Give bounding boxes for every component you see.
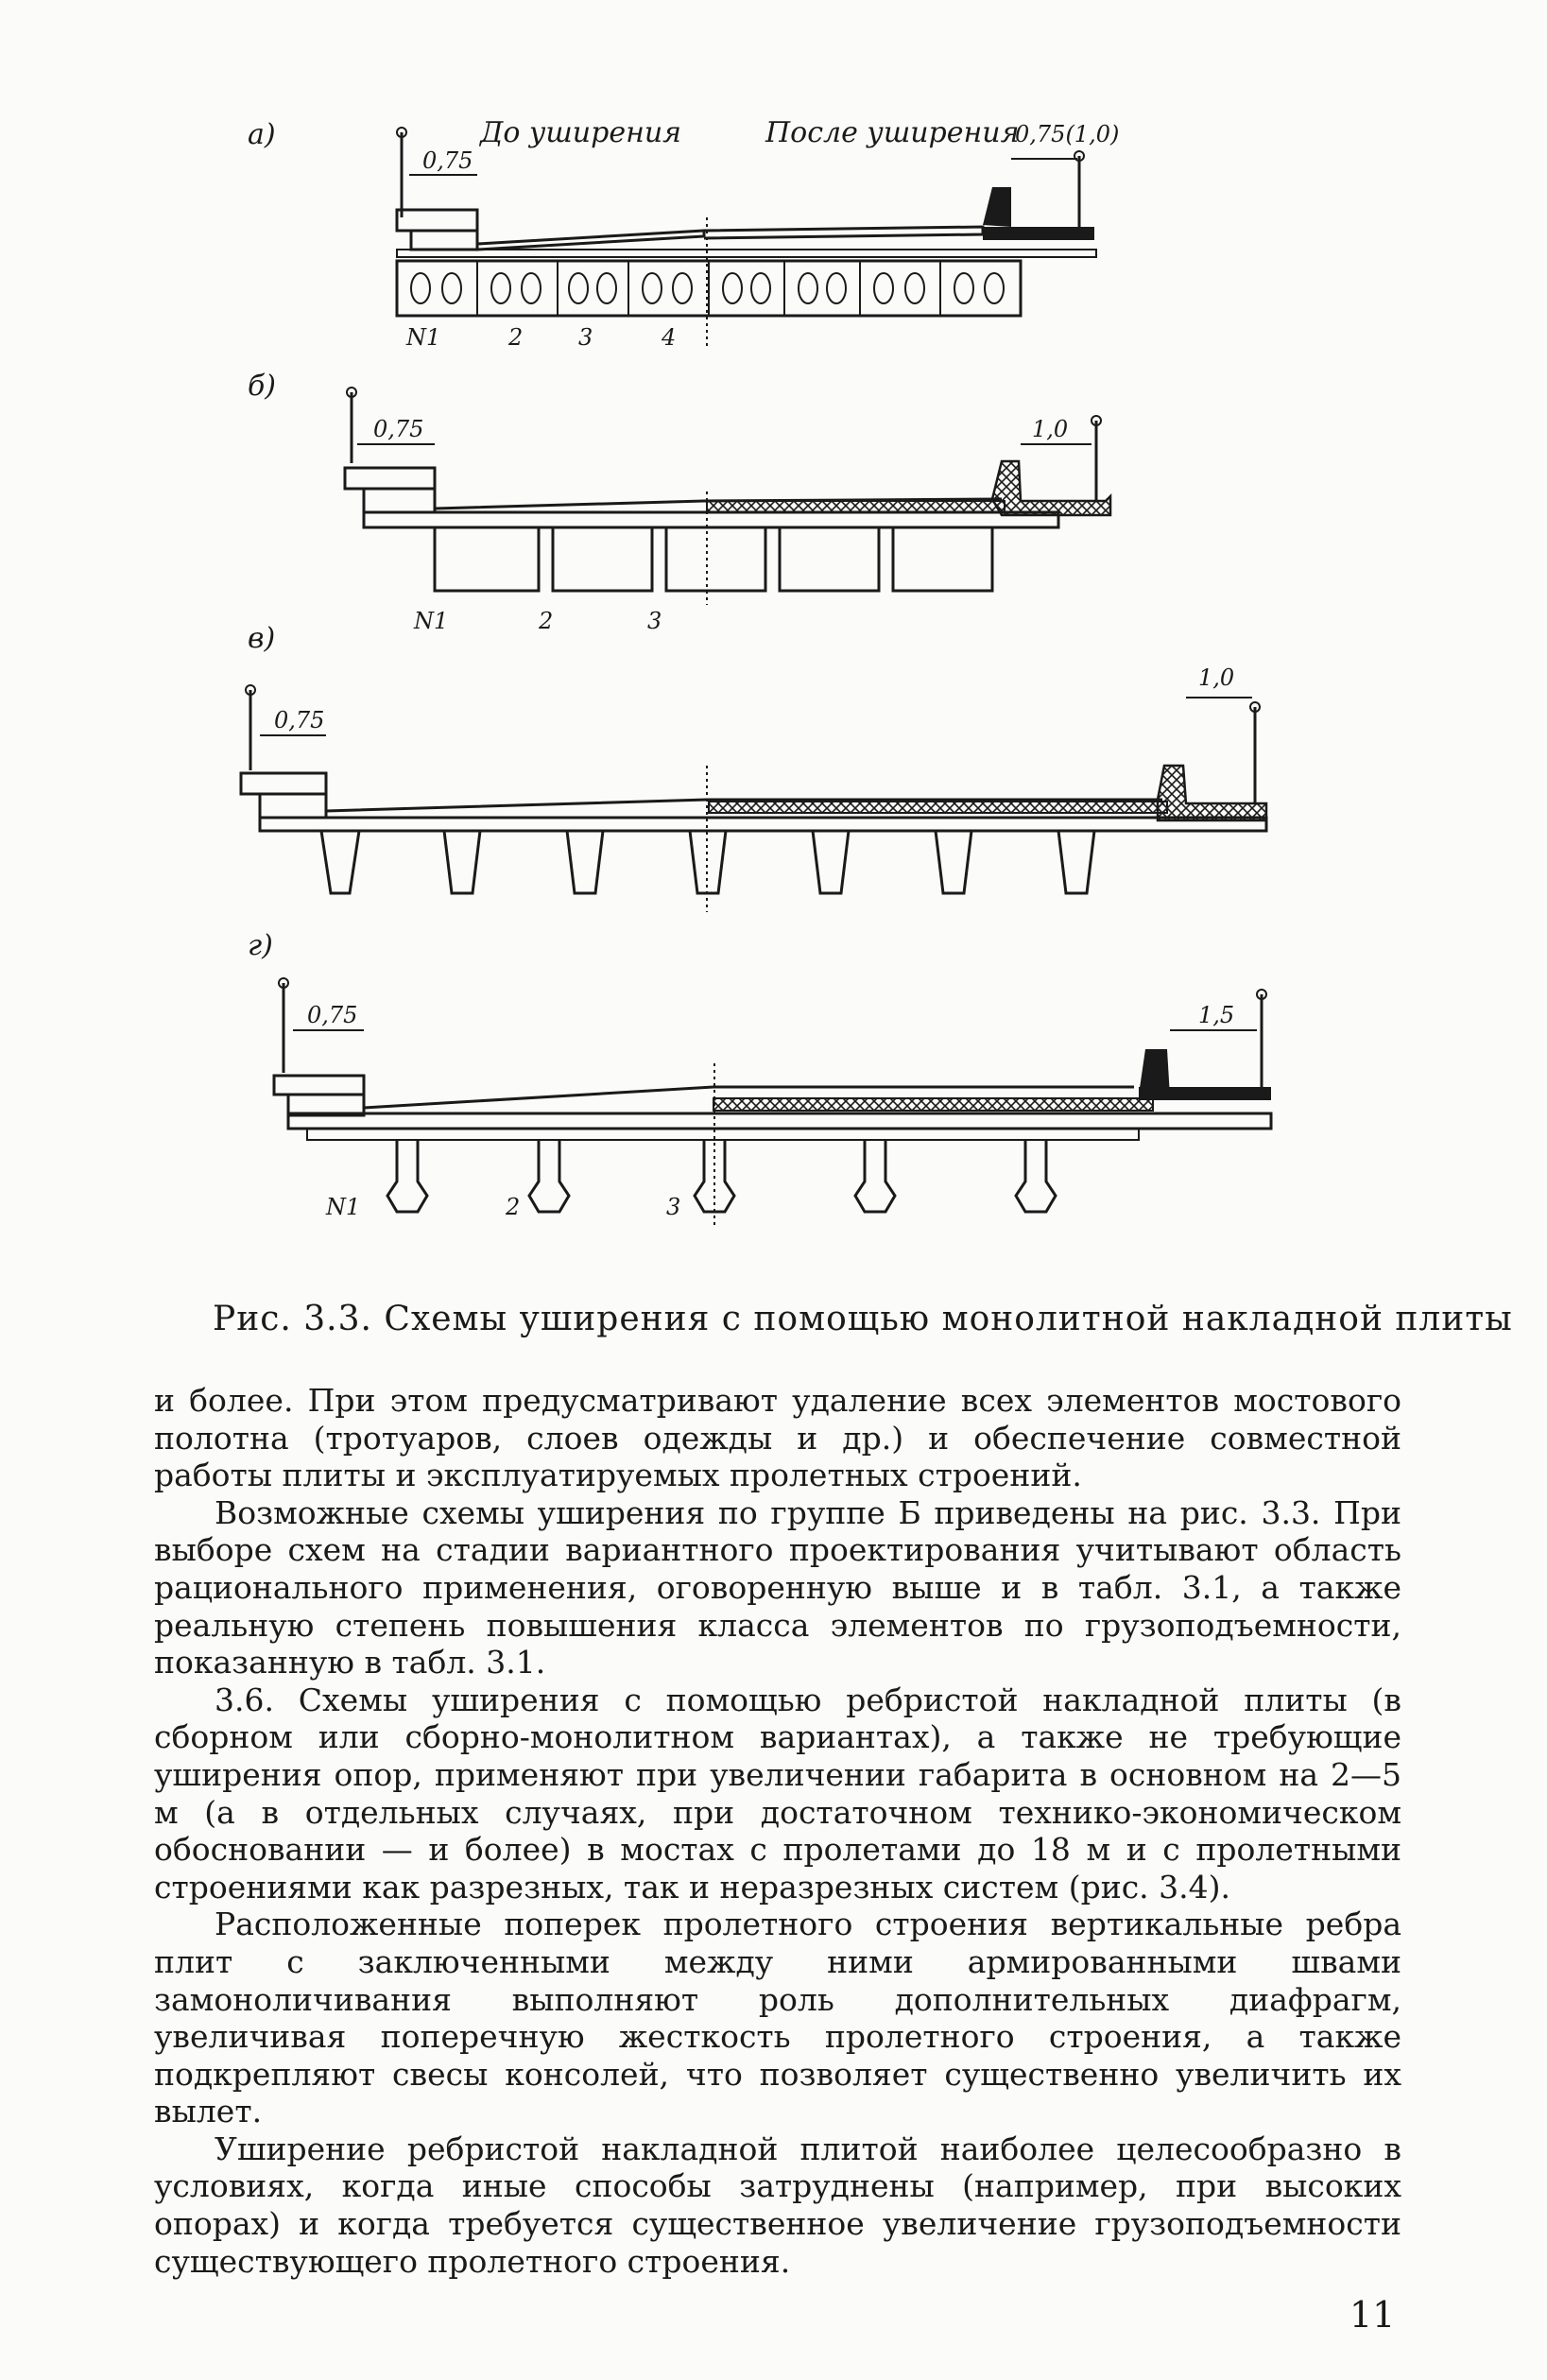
girder-number-1: N1 xyxy=(414,608,449,634)
beam-number-3: 3 xyxy=(666,1194,681,1220)
slab-number-3: 3 xyxy=(578,324,593,351)
dim-right-b: 1,0 xyxy=(1032,416,1069,442)
paragraph-5: Уширение ребристой накладной плитой наиболее целесообразно в условиях, когда иные способы затруднены (например, при высоких опорах) и когда требуется существенное увеличение грузоподъемности существующего пролетного строения. xyxy=(154,2130,1401,2280)
dim-right-a: 0,75(1,0) xyxy=(1015,121,1120,147)
beam-number-1: N1 xyxy=(326,1194,361,1220)
paragraph-3: 3.6. Схемы уширения с помощью ребристой накладной плиты (в сборном или сборно-монолитном вариантах), а также не требующие уширения опор, применяют при увеличении габарита в основном на 2—5 м (а в отдельных случаях, при достаточном технико-экономическом обосновании — и более) в мостах с пролетами до 18 м и с пролетными строениями как разрезных, так и неразрезных систем (рис. 3.4). xyxy=(154,1681,1401,1906)
slab-number-1: N1 xyxy=(406,324,441,351)
figure-caption: Рис. 3.3. Схемы уширения с помощью монолитной накладной плиты xyxy=(213,1300,1513,1338)
left-railing xyxy=(397,128,406,217)
panel-v-label: в) xyxy=(248,622,276,655)
dim-right-g: 1,5 xyxy=(1198,1002,1235,1028)
panel-v xyxy=(241,622,1266,912)
after-widening-label: После уширения xyxy=(765,116,1020,149)
paragraph-1: и более. При этом предусматривают удаление всех элементов мостового полотна (тротуаров, слоев одежды и др.) и обеспечение совместной работы плиты и эксплуатируемых пролетных строений. xyxy=(154,1382,1401,1494)
panel-a xyxy=(248,116,1119,351)
dim-left-a: 0,75 xyxy=(422,147,473,174)
paragraph-2: Возможные схемы уширения по группе Б приведены на рис. 3.3. При выборе схем на стадии вариантного проектирования учитывают область рационального применения, оговоренную выше и в табл. 3.1, а также реальную степень повышения класса элементов по грузоподъемности, показанную в табл. 3.1. xyxy=(154,1493,1401,1682)
body-text xyxy=(154,1382,1401,2280)
slab-number-2: 2 xyxy=(508,324,524,351)
girder-number-3: 3 xyxy=(647,608,662,634)
page-number: 11 xyxy=(1349,2294,1396,2336)
paragraph-4: Расположенные поперек пролетного строения вертикальные ребра плит с заключенными между ними армированными швами замоноличивания выполняют роль дополнительных диафрагм, увеличивая поперечную жесткость пролетного строения, а также подкрепляют свесы консолей, что позволяет существенно увеличить их вылет. xyxy=(154,1906,1401,2130)
dim-right-v: 1,0 xyxy=(1198,664,1235,691)
panel-g-label: г) xyxy=(248,929,273,962)
dim-left-b: 0,75 xyxy=(373,416,424,442)
beam-number-2: 2 xyxy=(506,1194,521,1220)
panel-b-label: б) xyxy=(248,370,277,403)
girder-number-2: 2 xyxy=(539,608,554,634)
panel-a-label: а) xyxy=(248,118,276,151)
panel-b xyxy=(248,370,1110,634)
slab-number-4: 4 xyxy=(662,324,677,351)
panel-g xyxy=(248,929,1271,1229)
dim-left-v: 0,75 xyxy=(274,707,325,733)
dim-left-g: 0,75 xyxy=(307,1002,358,1028)
before-widening-label: До уширения xyxy=(480,116,682,149)
